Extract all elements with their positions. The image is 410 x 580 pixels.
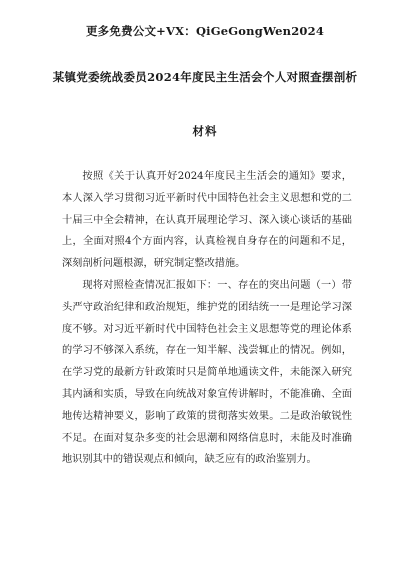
paragraph-intro: 按照《关于认真开好2024年度民主生活会的通知》要求，本人深入学习贯彻习近平新时代中国特色社会主义思想和党的二十届三中全会精神，在认真开展理论学习、深入谈心谈话的基础上，全面对照4个方面内容，认真检视自身存在的问题和不足，深刻剖析问题根源，研究制定整改措施。 <box>62 171 352 270</box>
document-body <box>62 166 352 471</box>
paragraph-findings: 现将对照检查情况汇报如下：一、存在的突出问题（一）带头严守政治纪律和政治规矩，维护党的团结统一一是理论学习深度不够。对习近平新时代中国特色社会主义思想等党的理论体系的学习不够深入系统，存在一知半解、浅尝辄止的情况。例如，在学习党的最新方针政策时只是简单地通读文件，未能深入研究其内涵和实质，导致在向统战对象宣传讲解时，不能准确、全面地传达精神要义，影响了政策的贯彻落实效果。二是政治敏锐性不足。在面对复杂多变的社会思潮和网络信息时，未能及时准确地识别其中的错误观点和倾向，缺乏应有的政治鉴别力。 <box>62 279 352 466</box>
document-title: 某镇党委统战委员2024年度民主生活会个人对照查摆剖析 <box>52 70 358 84</box>
document-subtitle: 材料 <box>192 124 218 138</box>
promo-header: 更多免费公文+VX：QiGeGongWen2024 <box>85 24 325 38</box>
